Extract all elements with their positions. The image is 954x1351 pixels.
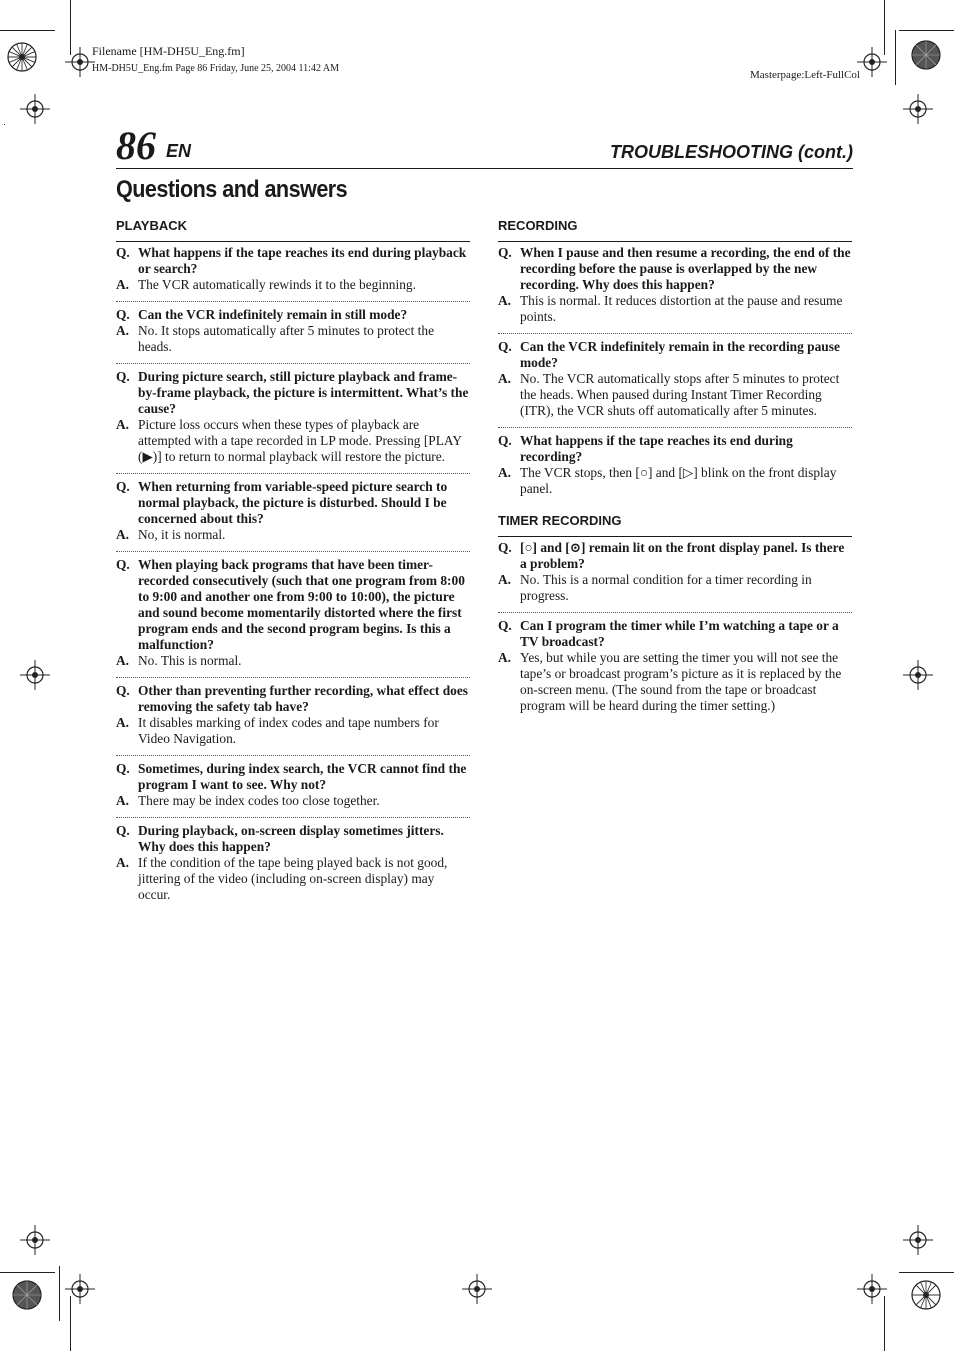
question-row: [116, 307, 470, 323]
answer-row: [498, 371, 852, 419]
answer-marker: A.: [116, 527, 130, 542]
question-text: During picture search, still picture playback and frame-by-frame playback, the picture is intermittent. What’s the cause?: [138, 369, 469, 416]
answer-marker: A.: [116, 715, 130, 730]
color-rosette-icon: [911, 40, 941, 70]
crop-mark: [895, 30, 896, 85]
registration-mark-icon: [462, 1274, 492, 1304]
dotted-separator: [498, 612, 852, 613]
answer-marker: A.: [116, 793, 130, 808]
registration-mark-icon: [903, 660, 933, 690]
answer-text: Yes, but while you are setting the timer you will not see the tape’s or broadcast program’s picture as it is replaced by the on-screen menu. (The sound from the tape or broadcast program will be heard during the timer setting.): [520, 650, 842, 713]
qa-item: [116, 683, 470, 747]
dotted-separator: [116, 473, 470, 474]
registration-mark-icon: [857, 1274, 887, 1304]
question-text: Can I program the timer while I’m watching a tape or a TV broadcast?: [520, 618, 839, 649]
answer-row: [498, 293, 852, 325]
qa-item: [498, 433, 852, 497]
crop-mark: [70, 1296, 71, 1351]
question-marker: Q.: [116, 479, 130, 494]
crop-mark: [4, 124, 5, 125]
answer-text: No. This is normal.: [138, 653, 242, 668]
question-row: [116, 369, 470, 417]
qa-item: [498, 540, 852, 604]
file-info: HM-DH5U_Eng.fm Page 86 Friday, June 25, 2004 11:42 AM: [92, 63, 340, 74]
question-row: [116, 823, 470, 855]
question-text: During playback, on-screen display sometimes jitters. Why does this happen?: [138, 823, 444, 854]
question-text: What happens if the tape reaches its end during recording?: [520, 433, 793, 464]
answer-row: [116, 793, 470, 809]
question-text: When I pause and then resume a recording, the end of the recording before the pause is overlapped by the new recording. Why does this happen?: [520, 245, 851, 292]
question-marker: Q.: [116, 683, 130, 698]
question-marker: Q.: [116, 557, 130, 572]
qa-list-playback: [116, 245, 470, 903]
crop-mark: [0, 30, 55, 31]
qa-item: [498, 618, 852, 714]
answer-text: No. The VCR automatically stops after 5 minutes to protect the heads. When paused during Instant Timer Recording (ITR), the VCR shuts off automatically after 5 minutes.: [520, 371, 840, 418]
answer-text: If the condition of the tape being played back is not good, jittering of the video (including on-screen display) may occur.: [138, 855, 448, 902]
answer-marker: A.: [498, 293, 512, 308]
answer-row: [498, 650, 852, 714]
question-text: When returning from variable-speed picture search to normal playback, the picture is disturbed. Should I be concerned about this?: [138, 479, 448, 526]
page-header: [116, 124, 853, 169]
answer-marker: A.: [498, 572, 512, 587]
page-language: EN: [166, 141, 192, 161]
question-text: When playing back programs that have been timer-recorded consecutively (such that one program from 8:00 to 9:00 and another one from 9:00 to 10:00), the picture and sound become momentarily distorted where the first program ends and the second program begins. Is this a malfunction?: [138, 557, 465, 652]
dotted-separator: [116, 551, 470, 552]
crop-mark: [899, 30, 954, 31]
page-number: 86: [116, 123, 156, 168]
question-text: Can the VCR indefinitely remain in still mode?: [138, 307, 408, 322]
question-row: [498, 245, 852, 293]
section-heading-recording: RECORDING: [498, 218, 852, 242]
question-marker: Q.: [498, 618, 512, 633]
answer-row: [116, 277, 470, 293]
answer-marker: A.: [116, 277, 130, 292]
dotted-separator: [116, 755, 470, 756]
dotted-separator: [116, 817, 470, 818]
question-marker: Q.: [498, 433, 512, 448]
answer-text: It disables marking of index codes and tape numbers for Video Navigation.: [138, 715, 439, 746]
dotted-separator: [116, 363, 470, 364]
answer-row: [498, 465, 852, 497]
qa-item: [498, 245, 852, 325]
color-rosette-icon: [7, 42, 37, 72]
answer-text: Picture loss occurs when these types of playback are attempted with a tape recorded in LP mode. Pressing [PLAY (▶)] to return to normal playback will restore the picture.: [138, 417, 462, 464]
question-row: [116, 557, 470, 653]
answer-row: [116, 527, 470, 543]
question-text: Other than preventing further recording, what effect does removing the safety tab have?: [138, 683, 469, 714]
question-text: [○] and [⊙] remain lit on the front display panel. Is there a problem?: [520, 540, 845, 571]
qa-item: [116, 245, 470, 293]
answer-row: [498, 572, 852, 604]
crop-mark: [884, 1296, 885, 1351]
registration-mark-icon: [857, 47, 887, 77]
left-column: [116, 218, 470, 903]
question-marker: Q.: [116, 245, 130, 260]
qa-item: [116, 823, 470, 903]
answer-row: [116, 417, 470, 465]
qa-item: [116, 369, 470, 465]
answer-row: [116, 653, 470, 669]
answer-row: [116, 715, 470, 747]
question-marker: Q.: [116, 823, 130, 838]
qa-item: [116, 479, 470, 543]
question-marker: Q.: [498, 339, 512, 354]
question-marker: Q.: [498, 245, 512, 260]
question-row: [116, 245, 470, 277]
answer-text: No. It stops automatically after 5 minutes to protect the heads.: [138, 323, 435, 354]
question-row: [116, 479, 470, 527]
question-row: [498, 339, 852, 371]
dotted-separator: [498, 427, 852, 428]
qa-item: [498, 339, 852, 419]
registration-mark-icon: [65, 1274, 95, 1304]
masterpage-label: Masterpage:Left-FullCol: [750, 69, 860, 81]
color-rosette-icon: [12, 1280, 42, 1310]
registration-mark-icon: [903, 94, 933, 124]
answer-marker: A.: [498, 650, 512, 665]
qa-item: [116, 761, 470, 809]
answer-row: [116, 855, 470, 903]
registration-mark-icon: [20, 1225, 50, 1255]
question-marker: Q.: [498, 540, 512, 555]
answer-row: [116, 323, 470, 355]
answer-text: No, it is normal.: [138, 527, 226, 542]
registration-mark-icon: [903, 1225, 933, 1255]
crop-mark: [0, 1272, 55, 1273]
question-text: Sometimes, during index search, the VCR cannot find the program I want to see. Why not?: [138, 761, 467, 792]
dotted-separator: [116, 677, 470, 678]
page-title: Questions and answers: [116, 176, 348, 203]
answer-marker: A.: [498, 371, 512, 386]
question-row: [116, 761, 470, 793]
answer-text: The VCR stops, then [○] and [▷] blink on the front display panel.: [520, 465, 837, 496]
section-heading-timer-recording: TIMER RECORDING: [498, 513, 852, 537]
registration-mark-icon: [20, 660, 50, 690]
answer-marker: A.: [116, 323, 130, 338]
answer-marker: A.: [116, 417, 130, 432]
right-column: [498, 218, 852, 714]
qa-item: [116, 557, 470, 669]
answer-text: This is normal. It reduces distortion at the pause and resume points.: [520, 293, 843, 324]
answer-text: The VCR automatically rewinds it to the beginning.: [138, 277, 416, 292]
qa-list-timer-recording: [498, 540, 852, 714]
answer-text: There may be index codes too close together.: [138, 793, 380, 808]
question-row: [116, 683, 470, 715]
answer-marker: A.: [116, 855, 130, 870]
crop-mark: [899, 1272, 954, 1273]
answer-marker: A.: [116, 653, 130, 668]
question-marker: Q.: [116, 369, 130, 384]
question-marker: Q.: [116, 761, 130, 776]
question-text: What happens if the tape reaches its end during playback or search?: [138, 245, 467, 276]
qa-list-recording: [498, 245, 852, 497]
question-row: [498, 540, 852, 572]
crop-mark: [59, 1266, 60, 1321]
dotted-separator: [116, 301, 470, 302]
registration-mark-icon: [20, 94, 50, 124]
file-name: Filename [HM-DH5U_Eng.fm]: [92, 44, 245, 58]
answer-text: No. This is a normal condition for a timer recording in progress.: [520, 572, 812, 603]
qa-item: [116, 307, 470, 355]
registration-mark-icon: [65, 47, 95, 77]
question-text: Can the VCR indefinitely remain in the recording pause mode?: [520, 339, 840, 370]
dotted-separator: [498, 333, 852, 334]
section-heading-playback: PLAYBACK: [116, 218, 470, 242]
section-title: TROUBLESHOOTING (cont.): [610, 142, 853, 162]
question-row: [498, 618, 852, 650]
answer-marker: A.: [498, 465, 512, 480]
color-rosette-icon: [911, 1280, 941, 1310]
question-row: [498, 433, 852, 465]
question-marker: Q.: [116, 307, 130, 322]
